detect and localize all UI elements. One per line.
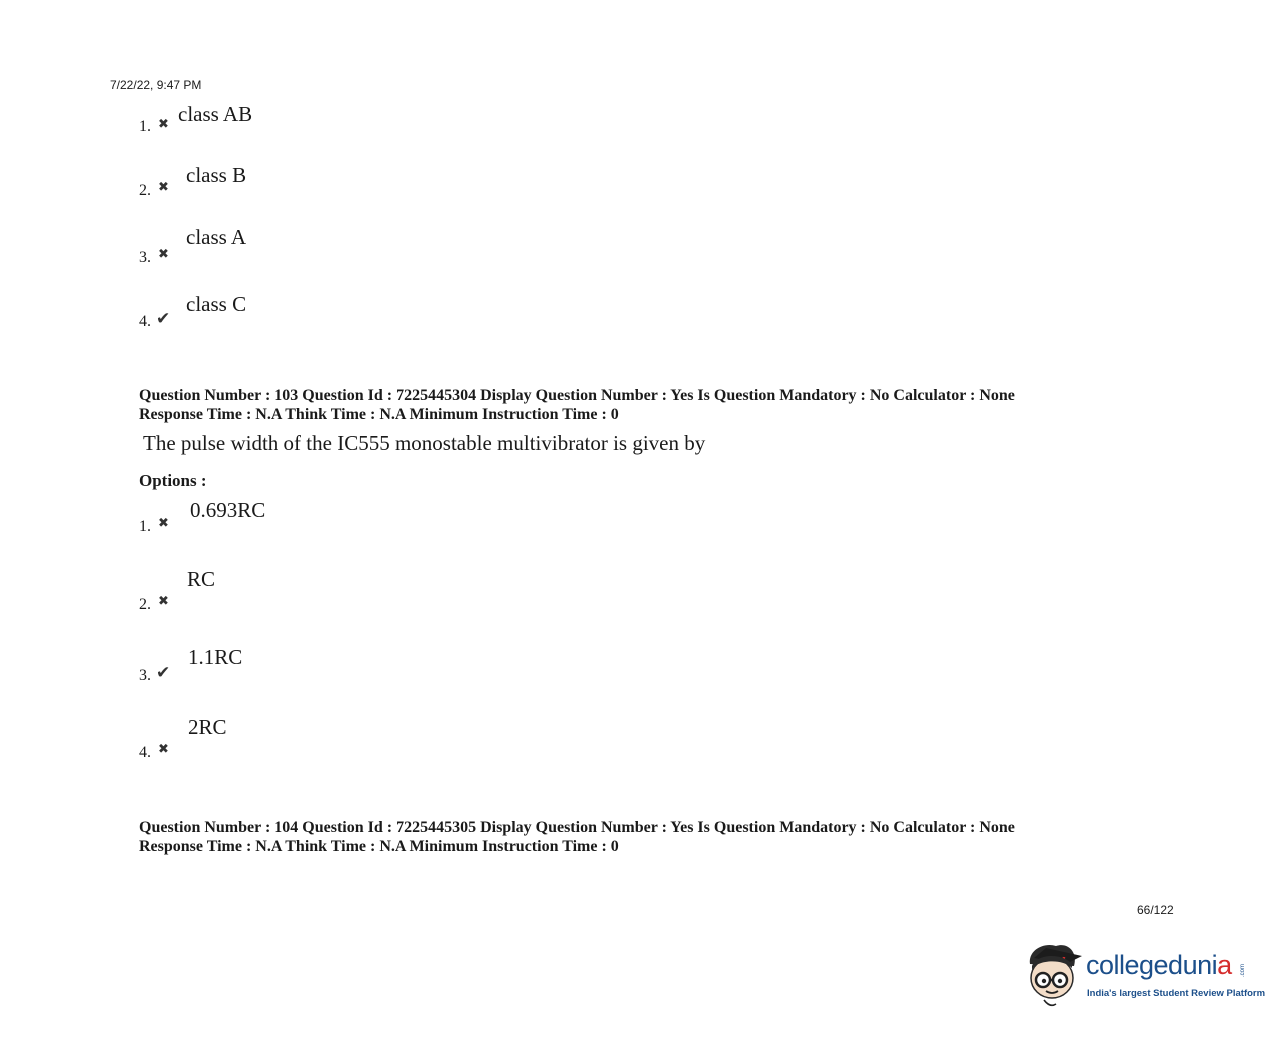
option-number: 4. <box>139 313 151 330</box>
question-text: The pulse width of the IC555 monostable multivibrator is given by <box>143 431 706 455</box>
option-text: class B <box>186 163 247 187</box>
collegedunia-mascot-icon <box>1022 938 1088 1010</box>
option-number: 1. <box>139 118 151 135</box>
option-text: 2RC <box>188 715 227 739</box>
option-number: 4. <box>139 744 151 761</box>
question-meta-line2: Response Time : N.A Think Time : N.A Minimum Instruction Time : 0 <box>139 406 619 423</box>
option-number: 3. <box>139 667 151 684</box>
cross-mark-icon: ✖ <box>158 594 169 609</box>
option-text: 1.1RC <box>188 645 243 669</box>
brand-name-main: collegeduni <box>1086 950 1218 980</box>
question-meta-line2: Response Time : N.A Think Time : N.A Minimum Instruction Time : 0 <box>139 838 619 855</box>
option-text: 0.693RC <box>190 498 266 522</box>
brand-name <box>1086 950 1232 981</box>
option-number: 1. <box>139 518 151 535</box>
option-number: 2. <box>139 596 151 613</box>
cross-mark-icon: ✖ <box>158 247 169 262</box>
cross-mark-icon: ✖ <box>158 516 169 531</box>
cross-mark-icon: ✖ <box>158 180 169 195</box>
option-text: class AB <box>178 102 253 126</box>
option-text: class A <box>186 225 247 249</box>
cross-mark-icon: ✖ <box>158 742 169 757</box>
cross-mark-icon: ✖ <box>158 117 169 132</box>
page-number: 66/122 <box>1137 903 1174 917</box>
check-mark-icon: ✔ <box>156 309 171 329</box>
option-number: 2. <box>139 182 151 199</box>
option-text: RC <box>187 567 216 591</box>
option-number: 3. <box>139 249 151 266</box>
brand-suffix: .com <box>1240 964 1246 978</box>
print-timestamp: 7/22/22, 9:47 PM <box>110 78 202 92</box>
options-label: Options : <box>139 471 207 490</box>
question-meta-line1: Question Number : 104 Question Id : 7225445305 Display Question Number : Yes Is Question Mandatory : No Calculator : None <box>139 819 1015 836</box>
check-mark-icon: ✔ <box>156 663 171 683</box>
question-meta-line1: Question Number : 103 Question Id : 7225445304 Display Question Number : Yes Is Question Mandatory : No Calculator : None <box>139 387 1015 404</box>
option-text: class C <box>186 292 247 316</box>
brand-name-tail: a <box>1217 950 1232 980</box>
brand-tagline: India's largest Student Review Platform <box>1087 988 1266 999</box>
